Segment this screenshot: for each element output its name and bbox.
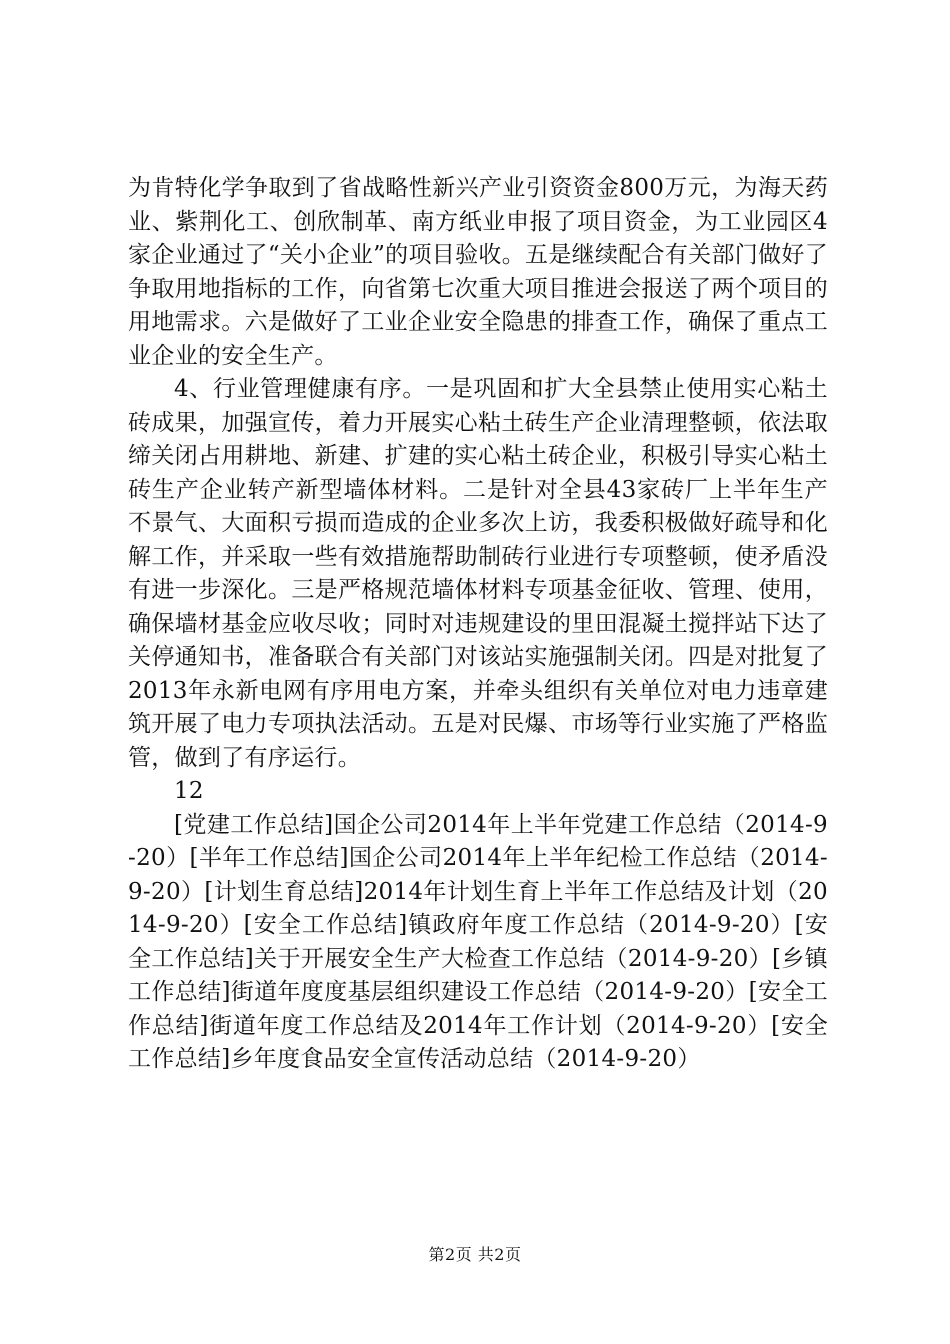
paragraph-number: 12 xyxy=(174,778,204,804)
paragraph-related-articles: [党建工作总结]国企公司2014年上半年党建工作总结（2014-9-20）[半年工作总结]国企公司2014年上半年纪检工作总结（2014-9-20）[计划生育总结]2014年计划生育上半年工作总结及计划（2014-9-20）[安全工作总结]镇政府年度工作总结（2014-9-20）[安全工作总结]关于开展安全生产大检查工作总结（2014-9-20）[乡镇工作总结]街道年度度基层组织建设工作总结（2014-9-20）[安全工作总结]街道年度工作总结及2014年工作计划（2014-9-20）[安全工作总结]乡年度食品安全宣传活动总结（2014-9-20） xyxy=(128,811,828,1072)
paragraph-continuation: 为肯特化学争取到了省战略性新兴产业引资资金800万元，为海天药业、紫荆化工、创欣制革、南方纸业申报了项目资金，为工业园区4家企业通过了“关小企业”的项目验收。五是继续配合有关部门做好了争取用地指标的工作，向省第七次重大项目推进会报送了两个项目的用地需求。六是做好了工业企业安全隐患的排查工作，确保了重点工业企业的安全生产。 xyxy=(128,175,828,369)
document-body xyxy=(128,172,828,1077)
page-number-footer: 第2页 共2页 xyxy=(428,1245,522,1264)
paragraph-industry-management: 4、行业管理健康有序。一是巩固和扩大全县禁止使用实心粘土砖成果，加强宣传，着力开展实心粘土砖生产企业清理整顿，依法取缔关闭占用耕地、新建、扩建的实心粘土砖企业，积极引导实心粘土砖生产企业转产新型墙体材料。二是针对全县43家砖厂上半年生产不景气、大面积亏损而造成的企业多次上访，我委积极做好疏导和化解工作，并采取一些有效措施帮助制砖行业进行专项整顿，使矛盾没有进一步深化。三是严格规范墙体材料专项基金征收、管理、使用，确保墙材基金应收尽收；同时对违规建设的里田混凝土搅拌站下达了关停通知书，准备联合有关部门对该站实施强制关闭。四是对批复了2013年永新电网有序用电方案，并牵头组织有关单位对电力违章建筑开展了电力专项执法活动。五是对民爆、市场等行业实施了严格监管，做到了有序运行。 xyxy=(128,376,828,771)
